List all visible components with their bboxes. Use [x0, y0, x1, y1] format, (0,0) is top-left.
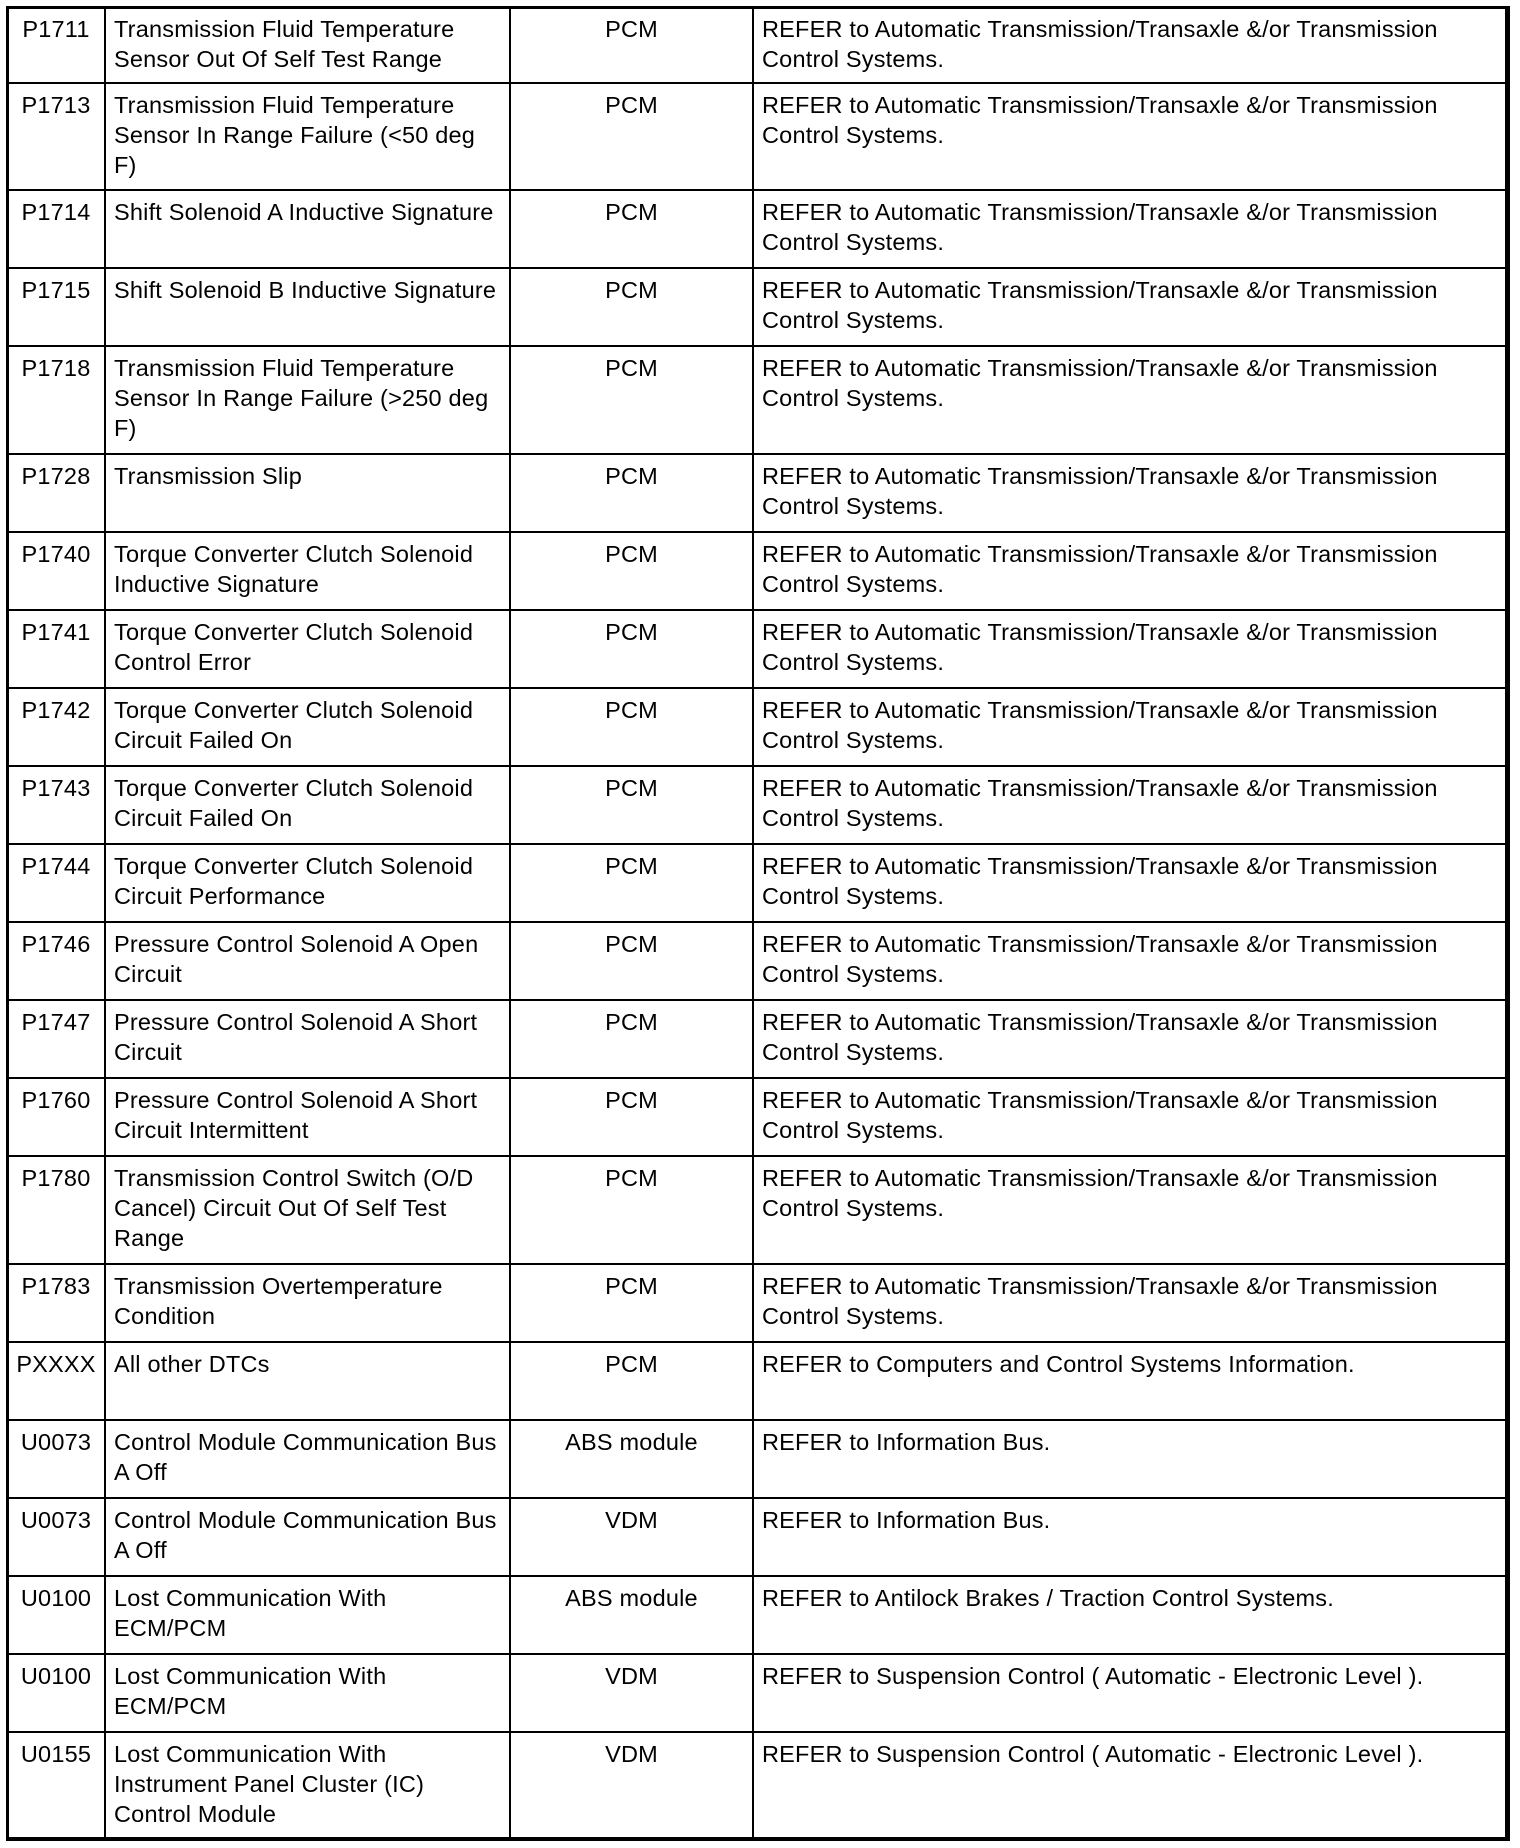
dtc-module: PCM [510, 83, 753, 190]
dtc-description: Pressure Control Solenoid A Short Circuit [105, 1000, 510, 1078]
dtc-code: P1747 [7, 1000, 105, 1078]
dtc-description: Transmission Fluid Temperature Sensor In Range Failure (>250 deg F) [105, 346, 510, 454]
dtc-action: REFER to Automatic Transmission/Transaxle &/or Transmission Control Systems. [753, 688, 1509, 766]
dtc-action: REFER to Automatic Transmission/Transaxle &/or Transmission Control Systems. [753, 7, 1509, 83]
dtc-action: REFER to Automatic Transmission/Transaxle &/or Transmission Control Systems. [753, 83, 1509, 190]
dtc-code: U0073 [7, 1498, 105, 1576]
dtc-description: Shift Solenoid B Inductive Signature [105, 268, 510, 346]
dtc-action: REFER to Automatic Transmission/Transaxle &/or Transmission Control Systems. [753, 766, 1509, 844]
dtc-code: P1713 [7, 83, 105, 190]
dtc-table [6, 6, 1510, 1841]
table-row [7, 1576, 1509, 1654]
table-row [7, 1498, 1509, 1576]
dtc-module: PCM [510, 190, 753, 268]
dtc-description: Transmission Control Switch (O/D Cancel) Circuit Out Of Self Test Range [105, 1156, 510, 1264]
dtc-code: U0155 [7, 1732, 105, 1840]
dtc-action: REFER to Automatic Transmission/Transaxle &/or Transmission Control Systems. [753, 346, 1509, 454]
dtc-action: REFER to Computers and Control Systems Information. [753, 1342, 1509, 1420]
dtc-code: P1715 [7, 268, 105, 346]
dtc-description: Transmission Fluid Temperature Sensor In Range Failure (<50 deg F) [105, 83, 510, 190]
dtc-action: REFER to Automatic Transmission/Transaxle &/or Transmission Control Systems. [753, 1000, 1509, 1078]
table-row [7, 922, 1509, 1000]
dtc-module: PCM [510, 922, 753, 1000]
dtc-module: PCM [510, 1078, 753, 1156]
dtc-description: Transmission Slip [105, 454, 510, 532]
dtc-code: P1744 [7, 844, 105, 922]
dtc-code: P1741 [7, 610, 105, 688]
dtc-module: PCM [510, 1000, 753, 1078]
dtc-code: PXXXX [7, 1342, 105, 1420]
table-row [7, 1264, 1509, 1342]
dtc-code: P1718 [7, 346, 105, 454]
dtc-action: REFER to Suspension Control ( Automatic - Electronic Level ). [753, 1732, 1509, 1840]
table-row [7, 7, 1509, 83]
table-row [7, 844, 1509, 922]
dtc-action: REFER to Automatic Transmission/Transaxle &/or Transmission Control Systems. [753, 610, 1509, 688]
dtc-module: PCM [510, 1342, 753, 1420]
dtc-module: VDM [510, 1654, 753, 1732]
table-row [7, 268, 1509, 346]
dtc-action: REFER to Automatic Transmission/Transaxle &/or Transmission Control Systems. [753, 532, 1509, 610]
table-row [7, 1654, 1509, 1732]
dtc-description: All other DTCs [105, 1342, 510, 1420]
dtc-action: REFER to Automatic Transmission/Transaxle &/or Transmission Control Systems. [753, 1264, 1509, 1342]
table-row [7, 1342, 1509, 1420]
dtc-code: P1760 [7, 1078, 105, 1156]
dtc-action: REFER to Automatic Transmission/Transaxle &/or Transmission Control Systems. [753, 190, 1509, 268]
dtc-description: Control Module Communication Bus A Off [105, 1420, 510, 1498]
table-row [7, 83, 1509, 190]
dtc-module: PCM [510, 844, 753, 922]
dtc-action: REFER to Automatic Transmission/Transaxle &/or Transmission Control Systems. [753, 454, 1509, 532]
dtc-code: P1743 [7, 766, 105, 844]
dtc-description: Pressure Control Solenoid A Short Circuit Intermittent [105, 1078, 510, 1156]
dtc-table-container [6, 6, 1508, 1841]
table-row [7, 688, 1509, 766]
dtc-description: Transmission Fluid Temperature Sensor Out Of Self Test Range [105, 7, 510, 83]
table-row [7, 1420, 1509, 1498]
dtc-code: P1780 [7, 1156, 105, 1264]
dtc-description: Lost Communication With ECM/PCM [105, 1576, 510, 1654]
dtc-description: Pressure Control Solenoid A Open Circuit [105, 922, 510, 1000]
dtc-module: PCM [510, 766, 753, 844]
dtc-description: Torque Converter Clutch Solenoid Circuit Failed On [105, 766, 510, 844]
dtc-description: Transmission Overtemperature Condition [105, 1264, 510, 1342]
table-row [7, 766, 1509, 844]
dtc-code: U0100 [7, 1654, 105, 1732]
dtc-code: P1740 [7, 532, 105, 610]
dtc-action: REFER to Antilock Brakes / Traction Control Systems. [753, 1576, 1509, 1654]
dtc-description: Torque Converter Clutch Solenoid Circuit Failed On [105, 688, 510, 766]
dtc-module: ABS module [510, 1420, 753, 1498]
dtc-module: VDM [510, 1732, 753, 1840]
dtc-code: P1711 [7, 7, 105, 83]
table-row [7, 610, 1509, 688]
dtc-description: Lost Communication With Instrument Panel Cluster (IC) Control Module [105, 1732, 510, 1840]
table-row [7, 1000, 1509, 1078]
dtc-action: REFER to Information Bus. [753, 1420, 1509, 1498]
dtc-description: Control Module Communication Bus A Off [105, 1498, 510, 1576]
dtc-description: Lost Communication With ECM/PCM [105, 1654, 510, 1732]
dtc-code: U0100 [7, 1576, 105, 1654]
dtc-description: Torque Converter Clutch Solenoid Control Error [105, 610, 510, 688]
dtc-code: P1746 [7, 922, 105, 1000]
dtc-action: REFER to Automatic Transmission/Transaxle &/or Transmission Control Systems. [753, 844, 1509, 922]
dtc-code: U0073 [7, 1420, 105, 1498]
table-row [7, 346, 1509, 454]
dtc-code: P1728 [7, 454, 105, 532]
table-row [7, 190, 1509, 268]
dtc-module: PCM [510, 688, 753, 766]
table-row [7, 454, 1509, 532]
dtc-module: PCM [510, 532, 753, 610]
dtc-code: P1742 [7, 688, 105, 766]
dtc-module: PCM [510, 346, 753, 454]
dtc-table-body [7, 7, 1509, 1840]
dtc-description: Torque Converter Clutch Solenoid Circuit Performance [105, 844, 510, 922]
dtc-module: PCM [510, 1156, 753, 1264]
dtc-module: ABS module [510, 1576, 753, 1654]
dtc-description: Shift Solenoid A Inductive Signature [105, 190, 510, 268]
dtc-action: REFER to Automatic Transmission/Transaxle &/or Transmission Control Systems. [753, 1156, 1509, 1264]
dtc-module: VDM [510, 1498, 753, 1576]
dtc-action: REFER to Automatic Transmission/Transaxle &/or Transmission Control Systems. [753, 1078, 1509, 1156]
table-row [7, 532, 1509, 610]
dtc-module: PCM [510, 454, 753, 532]
dtc-module: PCM [510, 610, 753, 688]
table-row [7, 1156, 1509, 1264]
dtc-module: PCM [510, 7, 753, 83]
dtc-action: REFER to Automatic Transmission/Transaxle &/or Transmission Control Systems. [753, 268, 1509, 346]
table-row [7, 1732, 1509, 1840]
dtc-action: REFER to Automatic Transmission/Transaxle &/or Transmission Control Systems. [753, 922, 1509, 1000]
dtc-action: REFER to Information Bus. [753, 1498, 1509, 1576]
dtc-module: PCM [510, 1264, 753, 1342]
dtc-module: PCM [510, 268, 753, 346]
dtc-code: P1783 [7, 1264, 105, 1342]
table-row [7, 1078, 1509, 1156]
dtc-action: REFER to Suspension Control ( Automatic - Electronic Level ). [753, 1654, 1509, 1732]
dtc-code: P1714 [7, 190, 105, 268]
dtc-description: Torque Converter Clutch Solenoid Inductive Signature [105, 532, 510, 610]
